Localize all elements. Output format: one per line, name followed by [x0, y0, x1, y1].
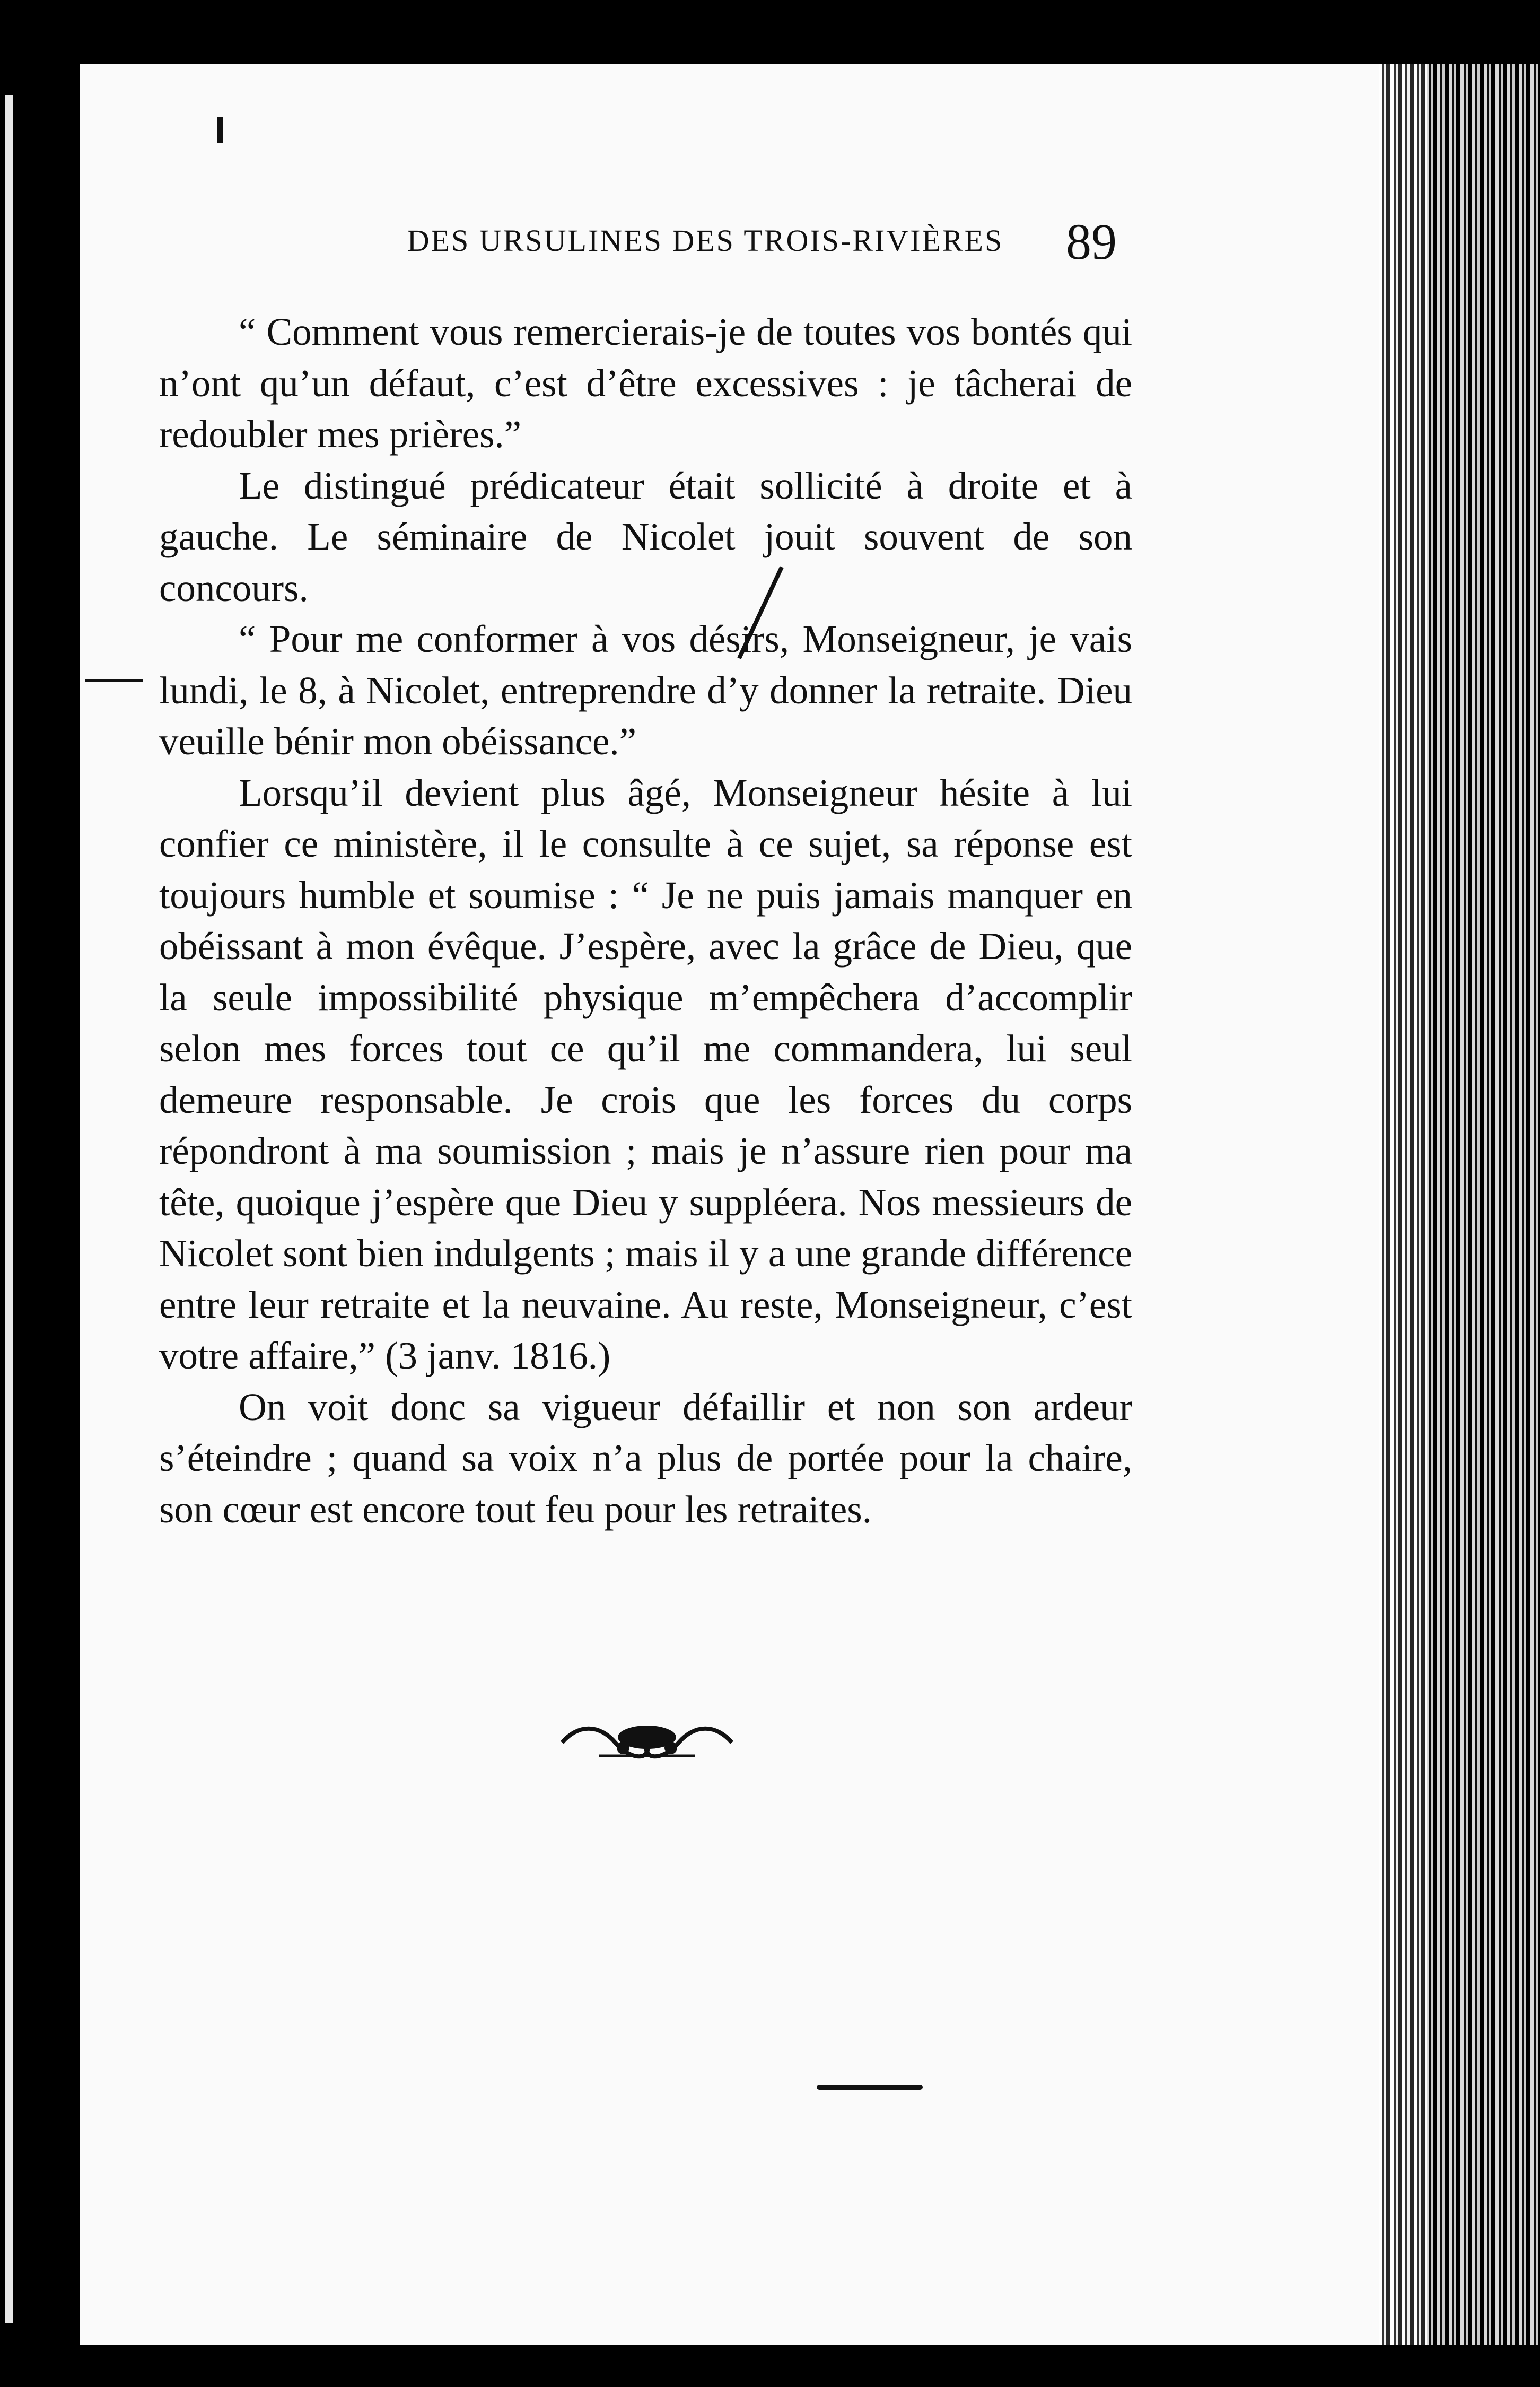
- paragraph-4: Lorsqu’il devient plus âgé, Monseigneur hésite à lui confier ce ministère, il le consulte à ce sujet, sa réponse est toujours humble et soumise : “ Je ne puis jamais manquer en obéissant à mon évêque. J’espère, avec la grâce de Dieu, que la seule impossibilité physique m’empêchera d’accomplir selon mes forces tout ce qu’il me commandera, lui seul demeure responsable. Je crois que les forces du corps répondront à ma soumission ; mais je n’assure rien pour ma tête, quoique j’espère que Dieu y suppléera. Nos messieurs de Nicolet sont bien indulgents ; mais il y a une grande différence entre leur retraite et la neuvaine. Au reste, Monseigneur, c’est votre affaire,” (3 janv. 1816.): [159, 771, 1132, 1377]
- stray-mark: [85, 679, 143, 682]
- stray-mark: [217, 117, 223, 143]
- paragraph-3: “ Pour me conformer à vos désirs, Monseigneur, je vais lundi, le 8, à Nicolet, entreprendre d’y donner la retraite. Dieu veuille bénir mon obéissance.”: [159, 617, 1132, 763]
- paragraph-2: Le distingué prédicateur était sollicité à droite et à gauche. Le séminaire de Nicolet jouit souvent de son concours.: [159, 464, 1132, 609]
- paragraph-1: “ Comment vous remercierais-je de toutes vos bontés qui n’ont qu’un défaut, c’est d’être excessives : je tâcherai de redoubler mes prières.”: [159, 310, 1132, 456]
- fleuron-ornament-icon: [557, 1719, 737, 1766]
- body-text: [159, 307, 1132, 1535]
- page-number: 89: [1066, 213, 1117, 270]
- page-edge-texture: [1379, 64, 1540, 2345]
- running-title: DES URSULINES DES TROIS-RIVIÈRES: [407, 223, 1004, 258]
- paragraph-5: On voit donc sa vigueur défaillir et non son ardeur s’éteindre ; quand sa voix n’a plus de portée pour la chaire, son cœur est encore tout feu pour les retraites.: [159, 1385, 1132, 1531]
- book-spine-shadow: [0, 0, 80, 2387]
- stray-mark: [817, 2085, 923, 2090]
